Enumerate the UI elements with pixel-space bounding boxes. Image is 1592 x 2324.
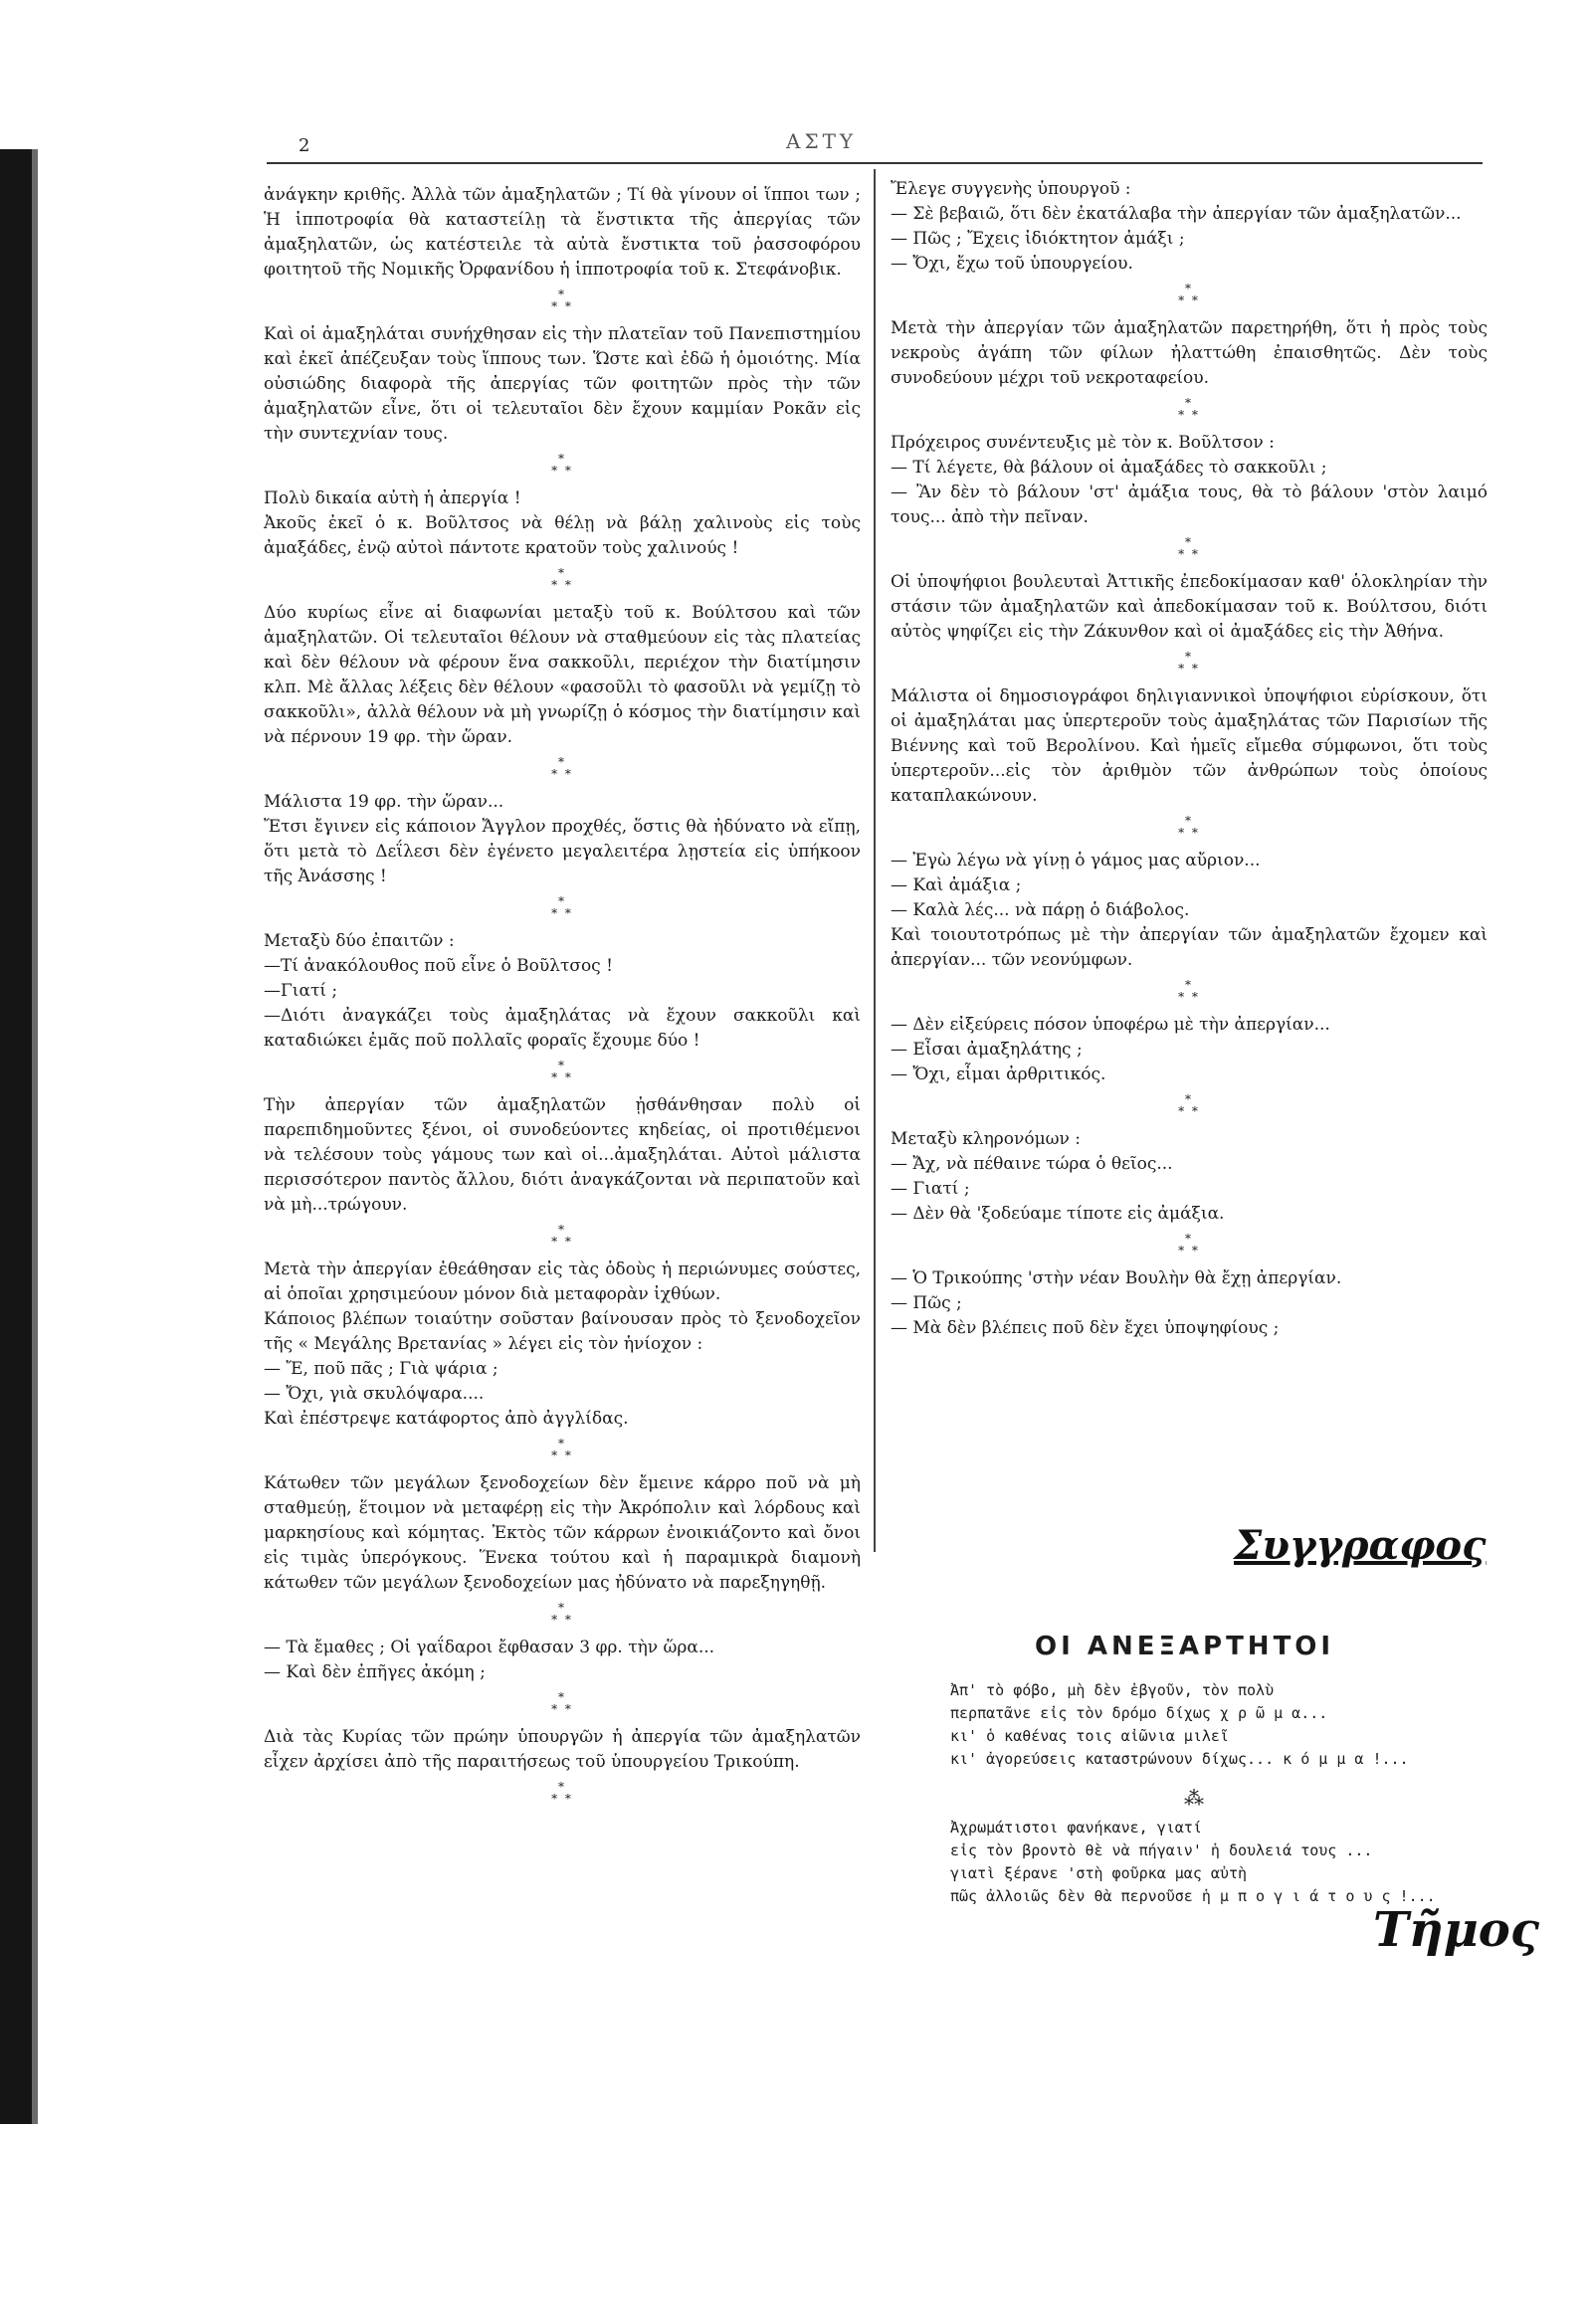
article-paragraph: Κάτωθεν τῶν μεγάλων ξενοδοχείων δὲν ἔμεινε κάρρο ποῦ νὰ μὴ σταθμεύῃ, ἕτοιμον νὰ μεταφέρῃ εἰς τὴν Ἀκρόπολιν καὶ λόρδους καὶ μαρκησίους καὶ κόμητας. Ἐκτὸς τῶν κάρρων ἐνοικιάζοντο καὶ ὄνοι εἰς τιμὰς ὑπερόγκους. Ἕνεκα τούτου καὶ ἡ παραμικρὰ διαμονὴ κάτωθεν τῶν μεγάλων ξενοδοχείων μας ἠδύνατο νὰ παρεξηγηθῇ. [264, 1473, 861, 1593]
poem-stanza-1 [950, 1679, 1468, 1771]
dialogue-line: — Ὄχι, εἶμαι ἀρθριτικός. [891, 1065, 1106, 1084]
section-separator [891, 1093, 1488, 1117]
section-separator [891, 651, 1488, 675]
poem-title: ΟΙ ΑΝΕΞΑΡΤΗΤΟΙ [1035, 1632, 1335, 1661]
header-rule [267, 162, 1483, 164]
column-divider [874, 169, 876, 1552]
dialogue-line: Μεταξὺ κληρονόμων : [891, 1129, 1081, 1149]
article-paragraph: Καὶ οἱ ἀμαξηλάται συνήχθησαν εἰς τὴν πλατεῖαν τοῦ Πανεπιστημίου καὶ ἐκεῖ ἀπέζευξαν τοὺς ἵππους των. Ὥστε καὶ ἐδῶ ἡ ὁμοιότης. Μία οὐσιώδης διαφορὰ τῆς ἀπεργίας τῶν φοιτητῶν πρὸς τὴν τῶν ἀμαξηλατῶν εἶνε, ὅτι οἱ τελευταῖοι δὲν ἔχουν καμμίαν Ροκᾶν εἰς τὴν συντεχνίαν τους. [264, 324, 861, 444]
running-head: ΑΣΤΥ [786, 129, 858, 153]
article-paragraph: Οἱ ὑποψήφιοι βουλευταὶ Ἀττικῆς ἐπεδοκίμασαν καθ' ὁλοκληρίαν τὴν στάσιν τῶν ἀμαξηλατῶν καὶ ἀπεδοκίμασαν τοῦ κ. Βούλτσου, διότι αὐτὸς ψηφίζει εἰς τὴν Ζάκυνθον καὶ οἱ ἀμαξάδες εἰς τὴν Ἀθήνα. [891, 572, 1488, 642]
dialogue-line: — Μὰ δὲν βλέπεις ποῦ δὲν ἔχει ὑποψηφίους ; [891, 1318, 1280, 1338]
dialogue-line: — Καὶ ἀμάξια ; [891, 875, 1022, 895]
dialogue-line: — Καλὰ λές... νὰ πάρῃ ὁ διάβολος. [891, 900, 1190, 920]
article-paragraph: — Σὲ βεβαιῶ, ὅτι δὲν ἐκατάλαβα τὴν ἀπεργίαν τῶν ἀμαξηλατῶν... [891, 204, 1462, 224]
section-separator [264, 1781, 861, 1805]
dialogue-line: — Πῶς ; [891, 1293, 962, 1313]
author-signature: Συγγραφος [1234, 1522, 1487, 1569]
dialogue-line: — Εἶσαι ἀμαξηλάτης ; [891, 1040, 1083, 1060]
section-separator [264, 567, 861, 591]
article-paragraph: —Διότι ἀναγκάζει τοὺς ἀμαξηλάτας νὰ ἔχουν σακκοῦλι καὶ καταδιώκει ἐμᾶς ποῦ πολλαῖς φοραῖς ἔχουμε δύο ! [264, 1006, 861, 1051]
section-separator [264, 1691, 861, 1715]
section-separator [891, 815, 1488, 839]
dialogue-line: —Τί ἀνακόλουθος ποῦ εἶνε ὁ Βοῦλτσος ! [264, 956, 613, 976]
article-paragraph: Κάποιος βλέπων τοιαύτην σοῦσταν βαίνουσαν πρὸς τὸ ξενοδοχεῖον τῆς « Μεγάλης Βρετανίας » λέγει εἰς τὸν ἡνίοχον : [264, 1309, 861, 1354]
dialogue-line: — Τὰ ἔμαθες ; Οἱ γαΐδαροι ἔφθασαν 3 φρ. τὴν ὥρα... [264, 1638, 715, 1657]
article-paragraph: ἀνάγκην κριθῆς. Ἀλλὰ τῶν ἀμαξηλατῶν ; Τί θὰ γίνουν οἱ ἵπποι των ; Ἡ ἱπποτροφία θὰ καταστείλῃ τὰ ἔνστικτα τῆς ἀπεργίας τῶν ἀμαξηλατῶν, ὡς κατέστειλε τὰ αὐτὰ ἔνστικτα τοῦ ῥασσοφόρου φοιτητοῦ τῆς Νομικῆς Ὀρφανίδου ἡ ἱπποτροφία τοῦ κ. Στεφάνοβικ. [264, 185, 861, 280]
dialogue-line: — Ἐγὼ λέγω νὰ γίνῃ ὁ γάμος μας αὔριον... [891, 851, 1261, 871]
section-separator [264, 756, 861, 780]
section-separator [891, 1233, 1488, 1257]
section-separator [264, 1438, 861, 1461]
section-separator [264, 1602, 861, 1626]
poem-line: πῶς ἀλλοιῶς δὲν θὰ περνοῦσε ἡ μ π ο γ ι ά τ ο υ ς !... [950, 1887, 1436, 1905]
section-separator [891, 397, 1488, 421]
dialogue-line: Μεταξὺ δύο ἐπαιτῶν : [264, 931, 455, 951]
dialogue-line: — Ἔ, ποῦ πᾶς ; Γιὰ ψάρια ; [264, 1359, 498, 1379]
right-column [891, 177, 1488, 1341]
scan-edge-shadow [0, 149, 32, 2124]
poem-line: εἰς τὸν βροντὸ θὲ νὰ πήγαιν' ἡ δουλειά τους ... [950, 1841, 1373, 1859]
article-paragraph: Τὴν ἀπεργίαν τῶν ἀμαξηλατῶν ᾐσθάνθησαν πολὺ οἱ παρεπιδημοῦντες ξένοι, οἱ συνοδεύοντες κηδείας, οἱ προτιθέμενοι νὰ τελέσουν τοὺς γάμους των καὶ οἱ...ἀμαξηλάται. Αὐτοὶ μάλιστα περισσότερον παντὸς ἄλλου, διότι ἀναγκάζονται νὰ περιπατοῦν καὶ νὰ μὴ...τρώγουν. [264, 1095, 861, 1215]
dialogue-line: — Ὁ Τρικούπης 'στὴν νέαν Βουλὴν θὰ ἔχῃ ἀπεργίαν. [891, 1268, 1342, 1288]
dialogue-line: — Ἄχ, νὰ πέθαινε τώρα ὁ θεῖος... [891, 1154, 1173, 1174]
article-paragraph: Μετὰ τὴν ἀπεργίαν ἐθεάθησαν εἰς τὰς ὁδοὺς ἡ περιώνυμες σούστες, αἱ ὁποῖαι χρησιμεύουν μόνον διὰ μεταφορὰν ἰχθύων. [264, 1259, 861, 1304]
dialogue-line: — Τί λέγετε, θὰ βάλουν οἱ ἀμαξάδες τὸ σακκοῦλι ; [891, 458, 1327, 478]
left-column [264, 183, 861, 1815]
section-separator [891, 283, 1488, 306]
poem-line: περπατᾶνε εἰς τὸν δρόμο δίχως χ ρ ῶ μ α... [950, 1704, 1328, 1722]
section-separator [264, 289, 861, 312]
dialogue-line: — Δὲν θὰ 'ξοδεύαμε τίποτε εἰς ἀμάξια. [891, 1204, 1225, 1224]
poet-signature: Τῆμος [1373, 1902, 1539, 1958]
dialogue-line: — Γιατί ; [891, 1179, 970, 1199]
section-separator [264, 1224, 861, 1248]
dialogue-line: — Ὄχι, γιὰ σκυλόψαρα.... [264, 1384, 485, 1404]
dialogue-line: Πρόχειρος συνέντευξις μὲ τὸν κ. Βοῦλτσον : [891, 433, 1275, 453]
article-paragraph: Πολὺ δικαία αὐτὴ ἡ ἀπεργία ! [264, 488, 521, 508]
dialogue-line: Ἔλεγε συγγενὴς ὑπουργοῦ : [891, 179, 1131, 199]
section-separator [264, 1060, 861, 1083]
poem-line: γιατὶ ξέρανε 'στὴ φοῦρκα μας αὐτὴ [950, 1864, 1248, 1882]
dialogue-line: — Δὲν εἰξεύρεις πόσον ὑποφέρω μὲ τὴν ἀπεργίαν... [891, 1015, 1330, 1035]
section-separator [891, 979, 1488, 1003]
poem-line: Ἀχρωμάτιστοι φανήκανε, γιατί [950, 1819, 1202, 1837]
poem-stanza-2 [950, 1817, 1468, 1908]
dialogue-line: — Καὶ δὲν ἐπῆγες ἀκόμη ; [264, 1662, 486, 1682]
dialogue-line: —Γιατί ; [264, 981, 338, 1001]
poem-line: κι' ὁ καθένας τοις αἰῶνια μιλεῖ [950, 1727, 1229, 1745]
section-separator [264, 453, 861, 477]
poem-line: Ἀπ' τὸ φόβο, μὴ δὲν ἐβγοῦν, τὸν πολὺ [950, 1681, 1275, 1699]
article-paragraph: — Ἂν δὲν τὸ βάλουν 'στ' ἀμάξια τους, θὰ τὸ βάλουν 'στὸν λαιμό τους... ἀπὸ τὴν πεῖναν. [891, 483, 1488, 527]
dialogue-line: — Πῶς ; Ἔχεις ἰδιόκτητον ἀμάξι ; [891, 229, 1185, 249]
article-paragraph: Καὶ τοιουτοτρόπως μὲ τὴν ἀπεργίαν τῶν ἀμαξηλατῶν ἔχομεν καὶ ἀπεργίαν... τῶν νεονύμφων. [891, 925, 1488, 970]
section-separator [891, 536, 1488, 560]
article-paragraph: Μετὰ τὴν ἀπεργίαν τῶν ἀμαξηλατῶν παρετηρήθη, ὅτι ἡ πρὸς τοὺς νεκροὺς ἀγάπη τῶν φίλων ἠλαττώθη ἐπαισθητῶς. Δὲν τοὺς συνοδεύουν μέχρι τοῦ νεκροταφείου. [891, 318, 1488, 388]
article-paragraph: Ἔτσι ἔγινεν εἰς κάποιον Ἄγγλον προχθές, ὅστις θὰ ἠδύνατο νὰ εἴπῃ, ὅτι μετὰ τὸ Δεΐλεσι δὲν ἐγένετο μεγαλειτέρα λῃστεία εἰς ὑπήκοον τῆς Ἀνάσσης ! [264, 817, 861, 886]
dialogue-line: — Ὄχι, ἔχω τοῦ ὑπουργείου. [891, 254, 1133, 274]
article-paragraph: Μάλιστα 19 φρ. τὴν ὥραν... [264, 792, 504, 812]
article-paragraph: Ἀκοῦς ἐκεῖ ὁ κ. Βοῦλτσος νὰ θέλῃ νὰ βάλῃ χαλινοὺς εἰς τοὺς ἀμαξάδες, ἐνῷ αὐτοὶ πάντοτε κρατοῦν τοὺς χαλινούς ! [264, 513, 861, 558]
section-separator [264, 895, 861, 919]
page-number: 2 [298, 135, 310, 156]
article-paragraph: Διὰ τὰς Κυρίας τῶν πρώην ὑπουργῶν ἡ ἀπεργία τῶν ἀμαξηλατῶν εἶχεν ἀρχίσει ἀπὸ τῆς παραιτήσεως τοῦ ὑπουργείου Τρικούπη. [264, 1727, 861, 1772]
article-paragraph: Δύο κυρίως εἶνε αἱ διαφωνίαι μεταξὺ τοῦ κ. Βούλτσου καὶ τῶν ἀμαξηλατῶν. Οἱ τελευταῖοι θέλουν νὰ σταθμεύουν εἰς τὰς πλατείας καὶ δὲν θέλουν νὰ φέρουν ἕνα σακκοῦλι, περιέχον τὴν διατίμησιν κλπ. Μὲ ἄλλας λέξεις δὲν θέλουν «φασοῦλι τὸ φασοῦλι νὰ γεμίζῃ τὸ σακκοῦλι», ἀλλὰ θέλουν νὰ μὴ γνωρίζῃ ὁ κόσμος τὴν διατίμησιν καὶ νὰ πέρνουν 19 φρ. τὴν ὥραν. [264, 603, 861, 747]
scan-edge-gradient [32, 149, 38, 2124]
poem-ornament: ⁂ [1184, 1786, 1204, 1810]
dialogue-line: Καὶ ἐπέστρεψε κατάφορτος ἀπὸ ἀγγλίδας. [264, 1409, 629, 1429]
article-paragraph: Μάλιστα οἱ δημοσιογράφοι δηλιγιαννικοὶ ὑποψήφιοι εὑρίσκουν, ὅτι οἱ ἀμαξηλάται μας ὑπερτεροῦν τοὺς ἀμαξηλάτας τῶν Παρισίων τῆς Βιέννης καὶ τοῦ Βερολίνου. Καὶ ἡμεῖς εἴμεθα σύμφωνοι, ὅτι τοὺς ὑπερτεροῦν...εἰς τὸν ἀριθμὸν τῶν ἀνθρώπων τοὺς ὁποίους καταπλακώνουν. [891, 686, 1488, 806]
poem-line: κι' ἀγορεύσεις καταστρώνουν δίχως... κ ό μ μ α !... [950, 1750, 1409, 1768]
